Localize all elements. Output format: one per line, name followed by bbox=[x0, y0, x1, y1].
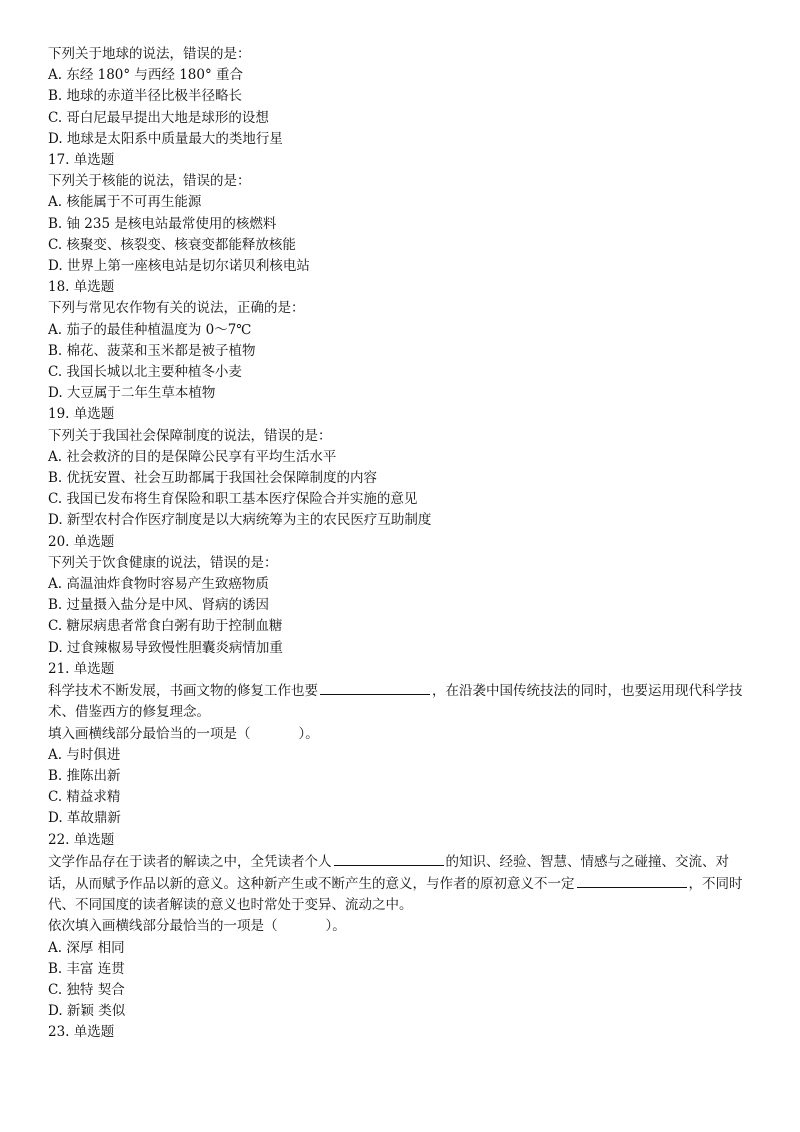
fill-blank bbox=[577, 873, 687, 888]
fill-blank bbox=[320, 680, 430, 695]
option-a: A. 社会救济的目的是保障公民享有平均生活水平 bbox=[48, 448, 337, 465]
option-c: C. 精益求精 bbox=[48, 789, 121, 806]
question-header: 23. 单选题 bbox=[48, 1024, 115, 1041]
option-c: C. 我国长城以北主要种植冬小麦 bbox=[48, 364, 242, 381]
option-d: D. 大豆属于二年生草本植物 bbox=[48, 385, 216, 402]
option-b: B. 铀 235 是核电站最常使用的核燃料 bbox=[48, 215, 277, 232]
question-stem: 下列关于我国社会保障制度的说法，错误的是： bbox=[48, 427, 332, 444]
question-prompt bbox=[48, 916, 752, 937]
prompt-text: ）。 bbox=[298, 725, 319, 742]
option-d: D. 新颖 类似 bbox=[48, 1003, 126, 1020]
option-a: A. 茄子的最佳种植温度为 0～7℃ bbox=[48, 321, 252, 338]
option-d: D. 地球是太阳系中质量最大的类地行星 bbox=[48, 130, 283, 147]
option-c: C. 糖尿病患者常食白粥有助于控制血糖 bbox=[48, 618, 283, 635]
option-a: A. 核能属于不可再生能源 bbox=[48, 194, 202, 211]
option-d: D. 过食辣椒易导致慢性胆囊炎病情加重 bbox=[48, 639, 283, 656]
passage-text: 科学技术不断发展，书画文物的修复工作也要 bbox=[48, 683, 318, 700]
question-passage bbox=[48, 851, 752, 917]
question-header: 18. 单选题 bbox=[48, 279, 115, 296]
passage-text: 文学作品存在于读者的解读之中，全凭读者个人 bbox=[48, 853, 332, 870]
question-stem: 下列关于核能的说法，错误的是： bbox=[48, 173, 251, 190]
option-a: A. 东经 180° 与西经 180° 重合 bbox=[48, 67, 244, 84]
prompt-text: 填入画横线部分最恰当的一项是（ bbox=[48, 725, 251, 742]
question-header: 20. 单选题 bbox=[48, 533, 115, 550]
option-b: B. 过量摄入盐分是中风、肾病的诱因 bbox=[48, 597, 270, 614]
option-d: D. 新型农村合作医疗制度是以大病统筹为主的农民医疗互助制度 bbox=[48, 512, 432, 529]
option-c: C. 哥白尼最早提出大地是球形的设想 bbox=[48, 109, 269, 126]
question-stem: 下列关于饮食健康的说法，错误的是： bbox=[48, 554, 278, 571]
question-header: 19. 单选题 bbox=[48, 406, 115, 423]
option-b: B. 丰富 连贯 bbox=[48, 960, 125, 977]
question-header: 21. 单选题 bbox=[48, 660, 115, 677]
question-passage bbox=[48, 680, 752, 723]
prompt-text: 依次填入画横线部分最恰当的一项是（ bbox=[48, 918, 278, 935]
option-c: C. 我国已发布将生育保险和职工基本医疗保险合并实施的意见 bbox=[48, 491, 418, 508]
passage-text: ，不同时代、不同国度的读者解读的意义也时常处于变异、流动之中。 bbox=[48, 875, 743, 914]
passage-text: ，在沿袭中国传统技法的同时，也要运用现代科学技术、借鉴西方的修复理念。 bbox=[48, 683, 743, 721]
fill-blank bbox=[334, 851, 444, 866]
option-b: B. 优抚安置、社会互助都属于我国社会保障制度的内容 bbox=[48, 470, 378, 487]
option-c: C. 核聚变、核裂变、核衰变都能释放核能 bbox=[48, 236, 296, 253]
question-prompt bbox=[48, 724, 752, 745]
passage-text: 的知识、经验、智慧、情感与之碰撞、交流、对话，从而赋予作品以新的意义。这种新产生或不断产生的意义，与作者的原初意义不一定 bbox=[48, 853, 729, 892]
option-a: A. 高温油炸食物时容易产生致癌物质 bbox=[48, 576, 269, 593]
option-d: D. 革故鼎新 bbox=[48, 810, 121, 827]
option-b: B. 棉花、菠菜和玉米都是被子植物 bbox=[48, 342, 256, 359]
option-b: B. 推陈出新 bbox=[48, 767, 121, 784]
prompt-text: ）。 bbox=[325, 918, 346, 935]
question-stem: 下列与常见农作物有关的说法，正确的是： bbox=[48, 300, 305, 317]
document-page bbox=[48, 44, 752, 1044]
option-c: C. 独特 契合 bbox=[48, 981, 125, 998]
option-b: B. 地球的赤道半径比极半径略长 bbox=[48, 88, 243, 105]
option-a: A. 深厚 相同 bbox=[48, 939, 125, 956]
option-a: A. 与时俱进 bbox=[48, 746, 121, 763]
question-header: 17. 单选题 bbox=[48, 152, 115, 169]
question-header: 22. 单选题 bbox=[48, 831, 115, 848]
question-stem: 下列关于地球的说法，错误的是： bbox=[48, 46, 251, 62]
option-d: D. 世界上第一座核电站是切尔诺贝利核电站 bbox=[48, 258, 310, 275]
